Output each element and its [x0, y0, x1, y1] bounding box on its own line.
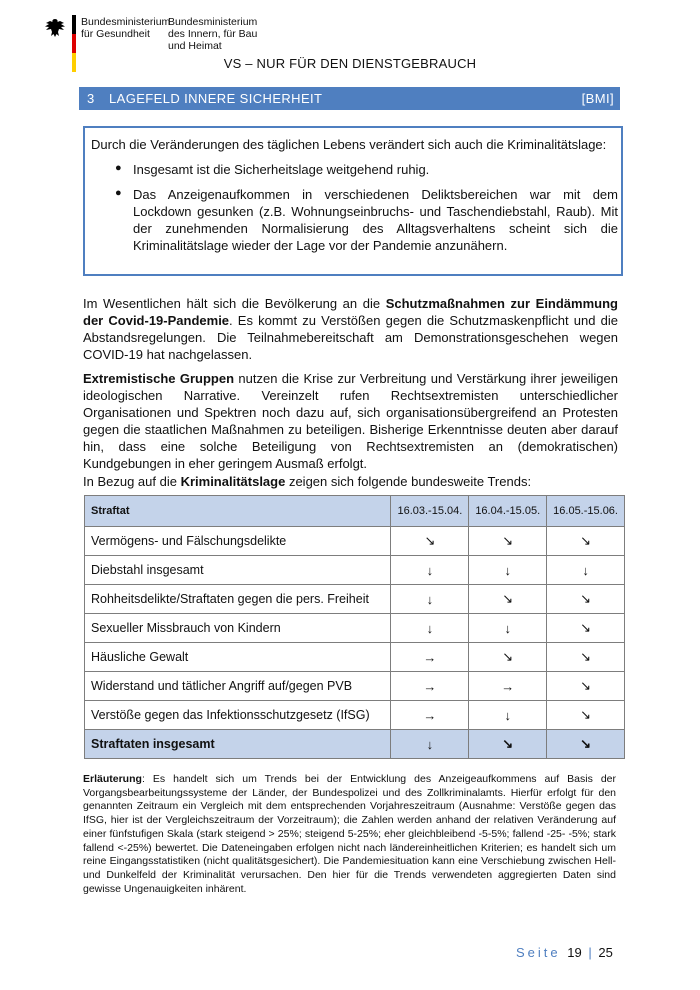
paragraph-crime-trends-intro: In Bezug auf die Kriminalitätslage zeigen sich folgende bundesweite Trends:	[83, 474, 532, 489]
trend-arrow-icon: ↓	[469, 556, 547, 585]
trend-arrow-icon: →	[469, 672, 547, 701]
ministry-health-logo-text: Bundesministerium für Gesundheit	[81, 16, 171, 40]
trend-arrow-icon: ↓	[469, 701, 547, 730]
page-total: 25	[598, 945, 613, 960]
ministry-interior-logo-text: Bundesministerium des Innern, für Bau und Heimat	[168, 16, 258, 52]
federal-eagle-icon	[44, 17, 66, 39]
section-number: 3	[87, 91, 95, 106]
section-tag: [BMI]	[581, 91, 614, 106]
trend-arrow-icon: ↘	[547, 701, 625, 730]
table-row	[85, 614, 625, 643]
trend-arrow-icon: ↘	[547, 614, 625, 643]
table-row	[85, 643, 625, 672]
trend-arrow-icon: ↘	[547, 643, 625, 672]
offence-label: Sexueller Missbrauch von Kindern	[85, 614, 391, 643]
table-row	[85, 701, 625, 730]
table-row	[85, 730, 625, 759]
table-row	[85, 672, 625, 701]
summary-intro: Durch die Veränderungen des täglichen Lebens verändert sich auch die Kriminalitätslage:	[91, 137, 607, 152]
page-footer	[516, 945, 613, 960]
offence-label: Straftaten insgesamt	[85, 730, 391, 759]
crime-trends-table	[84, 495, 625, 759]
summary-bullet: Insgesamt ist die Sicherheitslage weitgehend ruhig.	[133, 162, 430, 177]
column-header-offence: Straftat	[85, 496, 391, 527]
offence-label: Häusliche Gewalt	[85, 643, 391, 672]
table-row	[85, 585, 625, 614]
trend-arrow-icon: ↓	[469, 614, 547, 643]
column-header-period-3: 16.05.-15.06.	[547, 496, 625, 527]
table-row	[85, 527, 625, 556]
trend-arrow-icon: ↓	[391, 556, 469, 585]
offence-label: Diebstahl insgesamt	[85, 556, 391, 585]
page-separator: |	[588, 945, 592, 960]
offence-label: Verstöße gegen das Infektionsschutzgesetz (IfSG)	[85, 701, 391, 730]
section-heading	[79, 87, 620, 110]
bullet-icon: ●	[115, 187, 122, 199]
offence-label: Vermögens- und Fälschungsdelikte	[85, 527, 391, 556]
trend-arrow-icon: →	[391, 643, 469, 672]
paragraph-protection-measures: Im Wesentlichen hält sich die Bevölkerung an die Schutzmaßnahmen zur Eindämmung der Covid-19-Pandemie. Es kommt zu Verstößen gegen die Schutzmaskenpflicht und die Abstandsregelungen. Die Teilnahmebereitschaft am Demonstrationsgeschehen wegen COVID-19 hat nachgelassen.	[83, 296, 618, 362]
trend-arrow-icon: ↓	[547, 556, 625, 585]
offence-label: Widerstand und tätlicher Angriff auf/gegen PVB	[85, 672, 391, 701]
paragraph-extremist-groups: Extremistische Gruppen nutzen die Krise zur Verbreitung und Verstärkung ihrer jeweiligen ideologischen Narrative. Vereinzelt rufen Rechtsextremisten unterschiedlicher Organisationen und Spektren noch dazu auf, sich organisationsübergreifend an Protesten gegen die staatlichen Maßnahmen zu beteiligen. Bisherige Erkenntnisse deuten aber darauf hin, dass eine solche Beteiligung von Rechtsextremisten an (demokratischen) Kundgebungen in eher geringem Ausmaß erfolgt.	[83, 371, 618, 471]
page-label: Seite	[516, 945, 561, 960]
page-number: 19	[567, 945, 582, 960]
trend-arrow-icon: ↘	[469, 643, 547, 672]
table-header-row	[85, 496, 625, 527]
trend-arrow-icon: ↘	[469, 585, 547, 614]
section-title: LAGEFELD INNERE SICHERHEIT	[109, 91, 323, 106]
trend-arrow-icon: ↘	[469, 730, 547, 759]
table-row	[85, 556, 625, 585]
offence-label: Rohheitsdelikte/Straftaten gegen die pers. Freiheit	[85, 585, 391, 614]
trend-arrow-icon: →	[391, 701, 469, 730]
trend-arrow-icon: ↘	[469, 527, 547, 556]
explanation-note: Erläuterung: Es handelt sich um Trends bei der Entwicklung des Anzeigeaufkommens auf Basis der Vorgangsbearbeitungssysteme der Länder, der Bundespolizei und des Zollkriminalamts. Hierfür erfolgt für den genannten Zeitraum ein Vergleich mit dem entsprechenden Vorjahreszeitraum (Ausnahme: Verstöße gegen das IfSG, hier ist der Vergleichszeitraum der Vorzeitraum); die Zahlen werden anhand der relativen Veränderung auf einer fünfstufigen Skala (stark steigend > 25%; steigend 5-25%; eher gleichbleibend -5-5%; fallend -25- -5%; stark fallend <-25%) bewertet. Die Dateneingaben erfolgen nicht nach ländereinheitlichen Kriterien; es handelt sich um reine Eingangsstatistiken (nicht qualitätsgesichert). Die Pandemiesituation kann eine Verschiebung zwischen Hell- und Dunkelfeld der Kriminalität verursachen. Den hier für die Trends verwendeten aggregierten Daten sind gewisse Ungenauigkeiten inhärent.	[83, 773, 616, 895]
bullet-icon: ●	[115, 162, 122, 174]
trend-arrow-icon: ↓	[391, 614, 469, 643]
trend-arrow-icon: ↘	[547, 730, 625, 759]
column-header-period-1: 16.03.-15.04.	[391, 496, 469, 527]
column-header-period-2: 16.04.-15.05.	[469, 496, 547, 527]
trend-arrow-icon: ↘	[547, 585, 625, 614]
trend-arrow-icon: ↘	[547, 672, 625, 701]
trend-arrow-icon: →	[391, 672, 469, 701]
classification-marking: VS – NUR FÜR DEN DIENSTGEBRAUCH	[223, 56, 477, 71]
trend-arrow-icon: ↓	[391, 730, 469, 759]
trend-arrow-icon: ↘	[547, 527, 625, 556]
summary-bullet: Das Anzeigenaufkommen in verschiedenen Deliktsbereichen war mit dem Lockdown gesunken (z.B. Wohnungseinbruchs- und Taschendiebstahl, Raub). Mit der zunehmenden Normalisierung des Alltagsverhaltens scheint sich die Kriminalitätslage wieder der Lage vor der Pandemie anzunähern.	[133, 187, 618, 253]
trend-arrow-icon: ↘	[391, 527, 469, 556]
trend-arrow-icon: ↓	[391, 585, 469, 614]
